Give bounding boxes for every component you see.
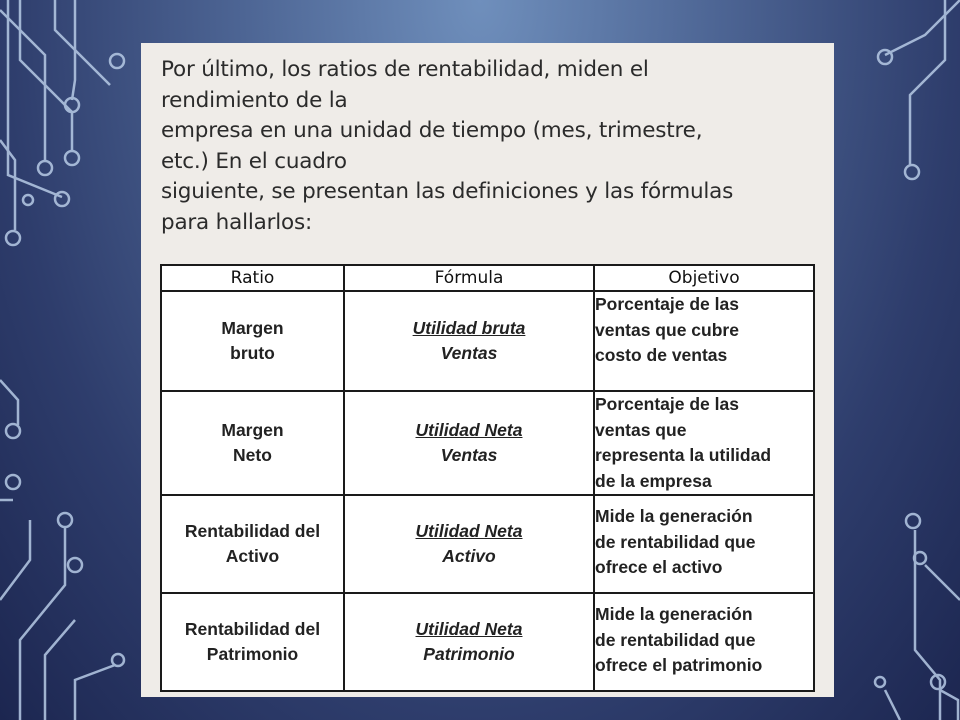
ratio-name-line: bruto bbox=[230, 343, 275, 363]
ratio-name-line: Margen bbox=[221, 420, 284, 440]
intro-line: empresa en una unidad de tiempo (mes, trimestre, bbox=[161, 118, 703, 143]
objective-line: ventas que cubre bbox=[595, 319, 739, 340]
objective-line: Mide la generación bbox=[595, 604, 753, 624]
objective-line: Porcentaje de las bbox=[595, 394, 739, 414]
formula-denominator: Ventas bbox=[440, 445, 498, 465]
ratio-name bbox=[161, 291, 344, 391]
formula-numerator: Utilidad Neta bbox=[415, 420, 523, 440]
intro-line: para hallarlos: bbox=[161, 209, 313, 235]
formula-numerator: Utilidad bruta bbox=[412, 318, 526, 338]
table-header-row bbox=[161, 265, 814, 291]
formula-numerator: Utilidad Neta bbox=[415, 619, 523, 639]
ratio-name-line: Margen bbox=[221, 318, 284, 338]
formula-numerator: Utilidad Neta bbox=[415, 521, 523, 541]
ratio-formula bbox=[344, 593, 594, 691]
ratio-name-line: Patrimonio bbox=[206, 644, 299, 664]
objective-line: de rentabilidad que bbox=[595, 629, 756, 650]
ratio-name bbox=[161, 593, 344, 691]
intro-line: etc.) En el cuadro bbox=[161, 148, 347, 174]
objective-line: ofrece el patrimonio bbox=[595, 655, 763, 675]
formula-denominator: Activo bbox=[442, 546, 496, 566]
table-row bbox=[161, 391, 814, 495]
formula-denominator: Ventas bbox=[440, 343, 498, 363]
objective-line: costo de ventas bbox=[595, 345, 728, 365]
ratio-name-line: Neto bbox=[233, 445, 272, 465]
header-formula: Fórmula bbox=[344, 265, 594, 291]
ratio-formula bbox=[344, 291, 594, 391]
table-row bbox=[161, 291, 814, 391]
objective-line: Porcentaje de las bbox=[595, 294, 739, 314]
objective-line: ofrece el activo bbox=[595, 557, 723, 577]
ratio-objective bbox=[594, 593, 814, 691]
objective-line: de la empresa bbox=[595, 470, 712, 491]
ratios-table bbox=[160, 264, 815, 692]
table-row bbox=[161, 593, 814, 691]
ratio-name bbox=[161, 391, 344, 495]
ratio-name-line: Rentabilidad del bbox=[184, 619, 321, 639]
header-ratio: Ratio bbox=[161, 265, 344, 291]
objective-line: Mide la generación bbox=[595, 506, 753, 526]
intro-paragraph bbox=[161, 55, 821, 238]
slide-content-card bbox=[141, 43, 834, 697]
ratio-name-line: Activo bbox=[225, 546, 280, 566]
ratio-formula bbox=[344, 391, 594, 495]
intro-line: siguiente, se presentan las definiciones y las fórmulas bbox=[161, 179, 734, 204]
intro-line: rendimiento de la bbox=[161, 87, 348, 113]
table-row bbox=[161, 495, 814, 593]
ratio-name bbox=[161, 495, 344, 593]
header-objetivo: Objetivo bbox=[594, 265, 814, 291]
ratio-objective bbox=[594, 495, 814, 593]
formula-denominator: Patrimonio bbox=[423, 644, 515, 664]
ratio-formula bbox=[344, 495, 594, 593]
intro-line: Por último, los ratios de rentabilidad, miden el bbox=[161, 57, 649, 82]
objective-line: de rentabilidad que bbox=[595, 531, 756, 552]
ratio-name-line: Rentabilidad del bbox=[184, 521, 321, 541]
ratio-objective bbox=[594, 291, 814, 391]
ratio-objective bbox=[594, 391, 814, 495]
objective-line: ventas que bbox=[595, 419, 687, 440]
objective-line: representa la utilidad bbox=[595, 445, 772, 465]
